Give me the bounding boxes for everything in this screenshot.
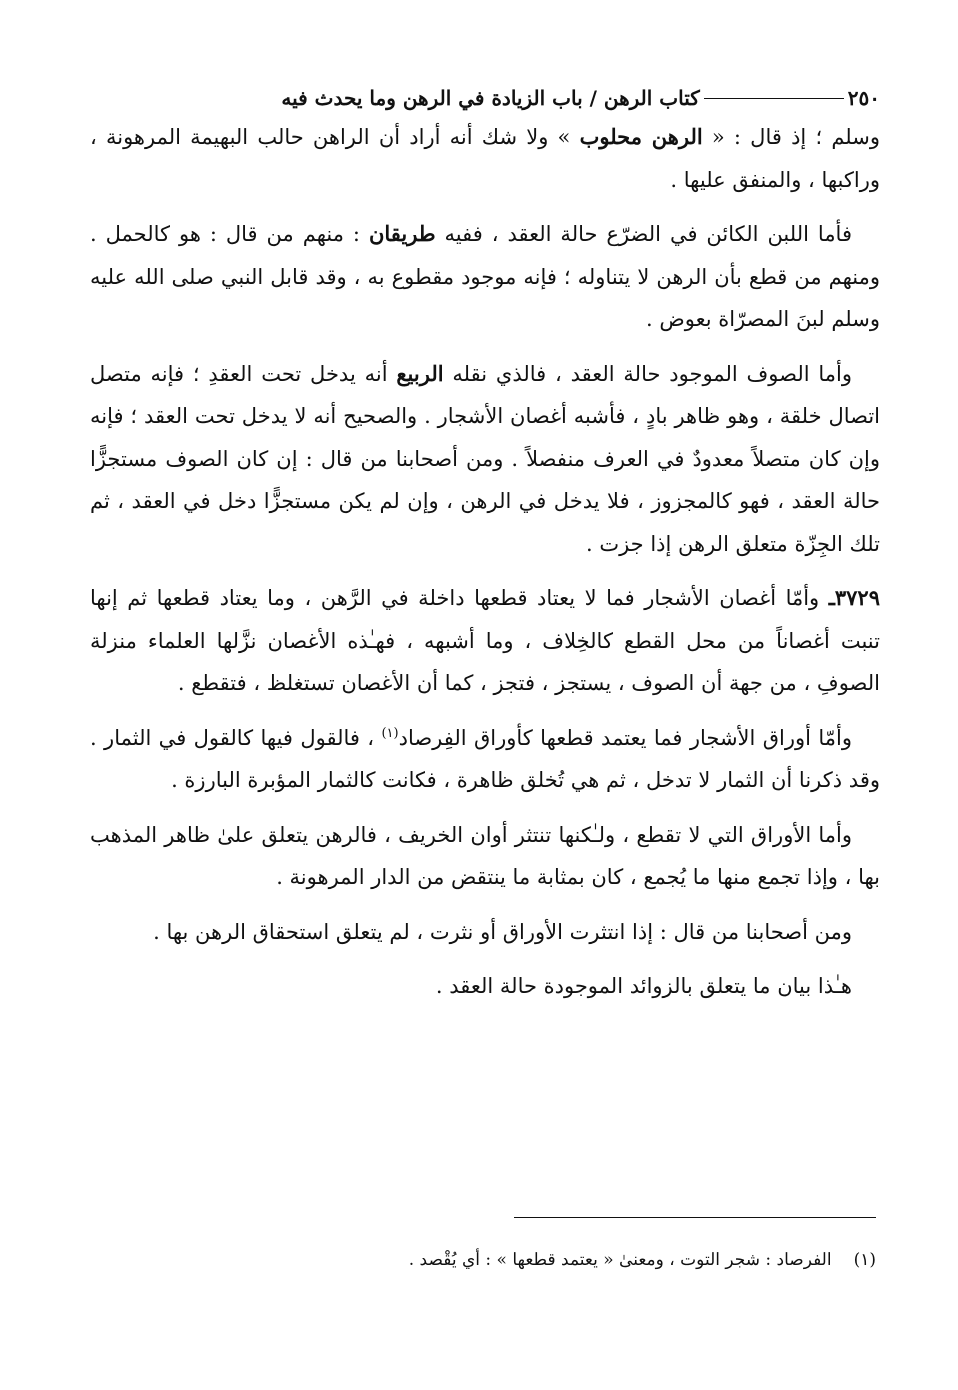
paragraph-5 (90, 717, 880, 802)
paragraph-8 (90, 965, 880, 1008)
paragraph-3 (90, 353, 880, 566)
paragraph-6 (90, 814, 880, 899)
paragraph-1-text-a: وسلم ؛ إذ قال : « (702, 125, 880, 149)
footnote (86, 1245, 876, 1275)
main-text (90, 116, 880, 1008)
paragraph-6-text: وأما الأوراق التي لا تقطع ، ولـٰكنها تنتثر أوان الخريف ، فالرهن يتعلق علىٰ ظاهر المذهب بها ، وإذا تجمع منها ما يُجمع ، كان بمثابة ما ينتقض من الدار المرهونة . (90, 822, 880, 889)
paragraph-5-text-a: وأمّا أوراق الأشجار فما يعتمد قطعها كأوراق الفِرصاد (398, 725, 852, 750)
paragraph-2-text-b: : منهم من قال : هو كالحمل . ومنهم من قطع بأن الرهن لا يتناوله ؛ فإنه موجود مقطوع به ، وقد قابل النبي صلى الله عليه وسلم لبنَ المصرّاة بعوض . (90, 222, 880, 331)
footnote-separator (514, 1217, 876, 1218)
paragraph-2 (90, 213, 880, 341)
page-body (90, 80, 880, 1020)
paragraph-2-text-a: فأما اللبن الكائن في الضرّع حالة العقد ، ففيه (435, 222, 852, 246)
paragraph-1-emphasis: الرهن محلوب (579, 124, 703, 149)
running-header (90, 80, 880, 116)
paragraph-8-text: هـٰذا بيان ما يتعلق بالزوائد الموجودة حالة العقد . (435, 974, 852, 998)
footnote-text: الفرصاد : شجر التوت ، ومعنىٰ « يعتمد قطعها » : أي يُقْصد . (408, 1250, 832, 1270)
paragraph-7-text: ومن أصحابنا من قال : إذا انتثرت الأوراق أو نثرت ، لم يتعلق استحقاق الرهن بها . (153, 919, 852, 944)
footnote-reference[interactable]: (١) (381, 725, 399, 741)
paragraph-1-text-b: » ولا شك أنه أراد أن الراهن حالب البهيمة المرهونة ، وراكبها ، والمنفق عليها . (90, 125, 880, 192)
footnote-number: (١) (853, 1250, 876, 1270)
paragraph-5-text-b: ، فالقول فيها كالقول في الثمار . وقد ذكرنا أن الثمار لا تدخل ، ثم هي تُخلق ظاهرة ، فكانت كالثمار المؤبرة البارزة . (90, 725, 880, 792)
paragraph-4-text: وأمّا أغصان الأشجار فما لا يعتاد قطعها داخلة في الرَّهن ، وما يعتاد قطعها ثم إنها تنبت أغصاناً من محل القطع كالخِلاف ، وما أشبهه ، فهـٰذه الأغصان نزَّلها العلماء منزلة الصوفِ ، من جهة أن الصوف ، يستجز ، فتجز ، كما أن الأغصان تستغلظ ، فتقطع . (90, 586, 880, 695)
paragraph-3-text-b: أنه يدخل تحت العقدِ ؛ فإنه متصل اتصال خلقة ، وهو ظاهر بادٍ ، فأشبه أغصان الأشجار . والصحيح أنه لا يدخل تحت العقد ؛ فإنه وإن كان متصلاً معدودٌ في العرف منفصلاً . ومن أصحابنا من قال : إن كان الصوف مستجزًّا حالة العقد ، فهو كالمجزوز ، فلا يدخل في الرهن ، وإن لم يكن مستجزًّا دخل في العقد ، ثم تلك الجِزّة متعلق الرهن إذا جزت . (90, 361, 880, 556)
paragraph-4-number: ٣٧٢٩ـ (828, 585, 880, 610)
paragraph-3-text-a: وأما الصوف الموجود حالة العقد ، فالذي نقله (443, 361, 852, 386)
paragraph-3-emphasis: الربيع (396, 360, 444, 386)
paragraph-1 (90, 116, 880, 201)
paragraph-4 (90, 577, 880, 705)
paragraph-2-emphasis: طريقان (368, 221, 436, 246)
paragraph-7 (90, 911, 880, 954)
chapter-title: كتاب الرهن / باب الزيادة في الرهن وما يحدث فيه (281, 86, 700, 110)
page-number: ٢٥٠ (847, 86, 880, 110)
header-rule (704, 98, 844, 99)
